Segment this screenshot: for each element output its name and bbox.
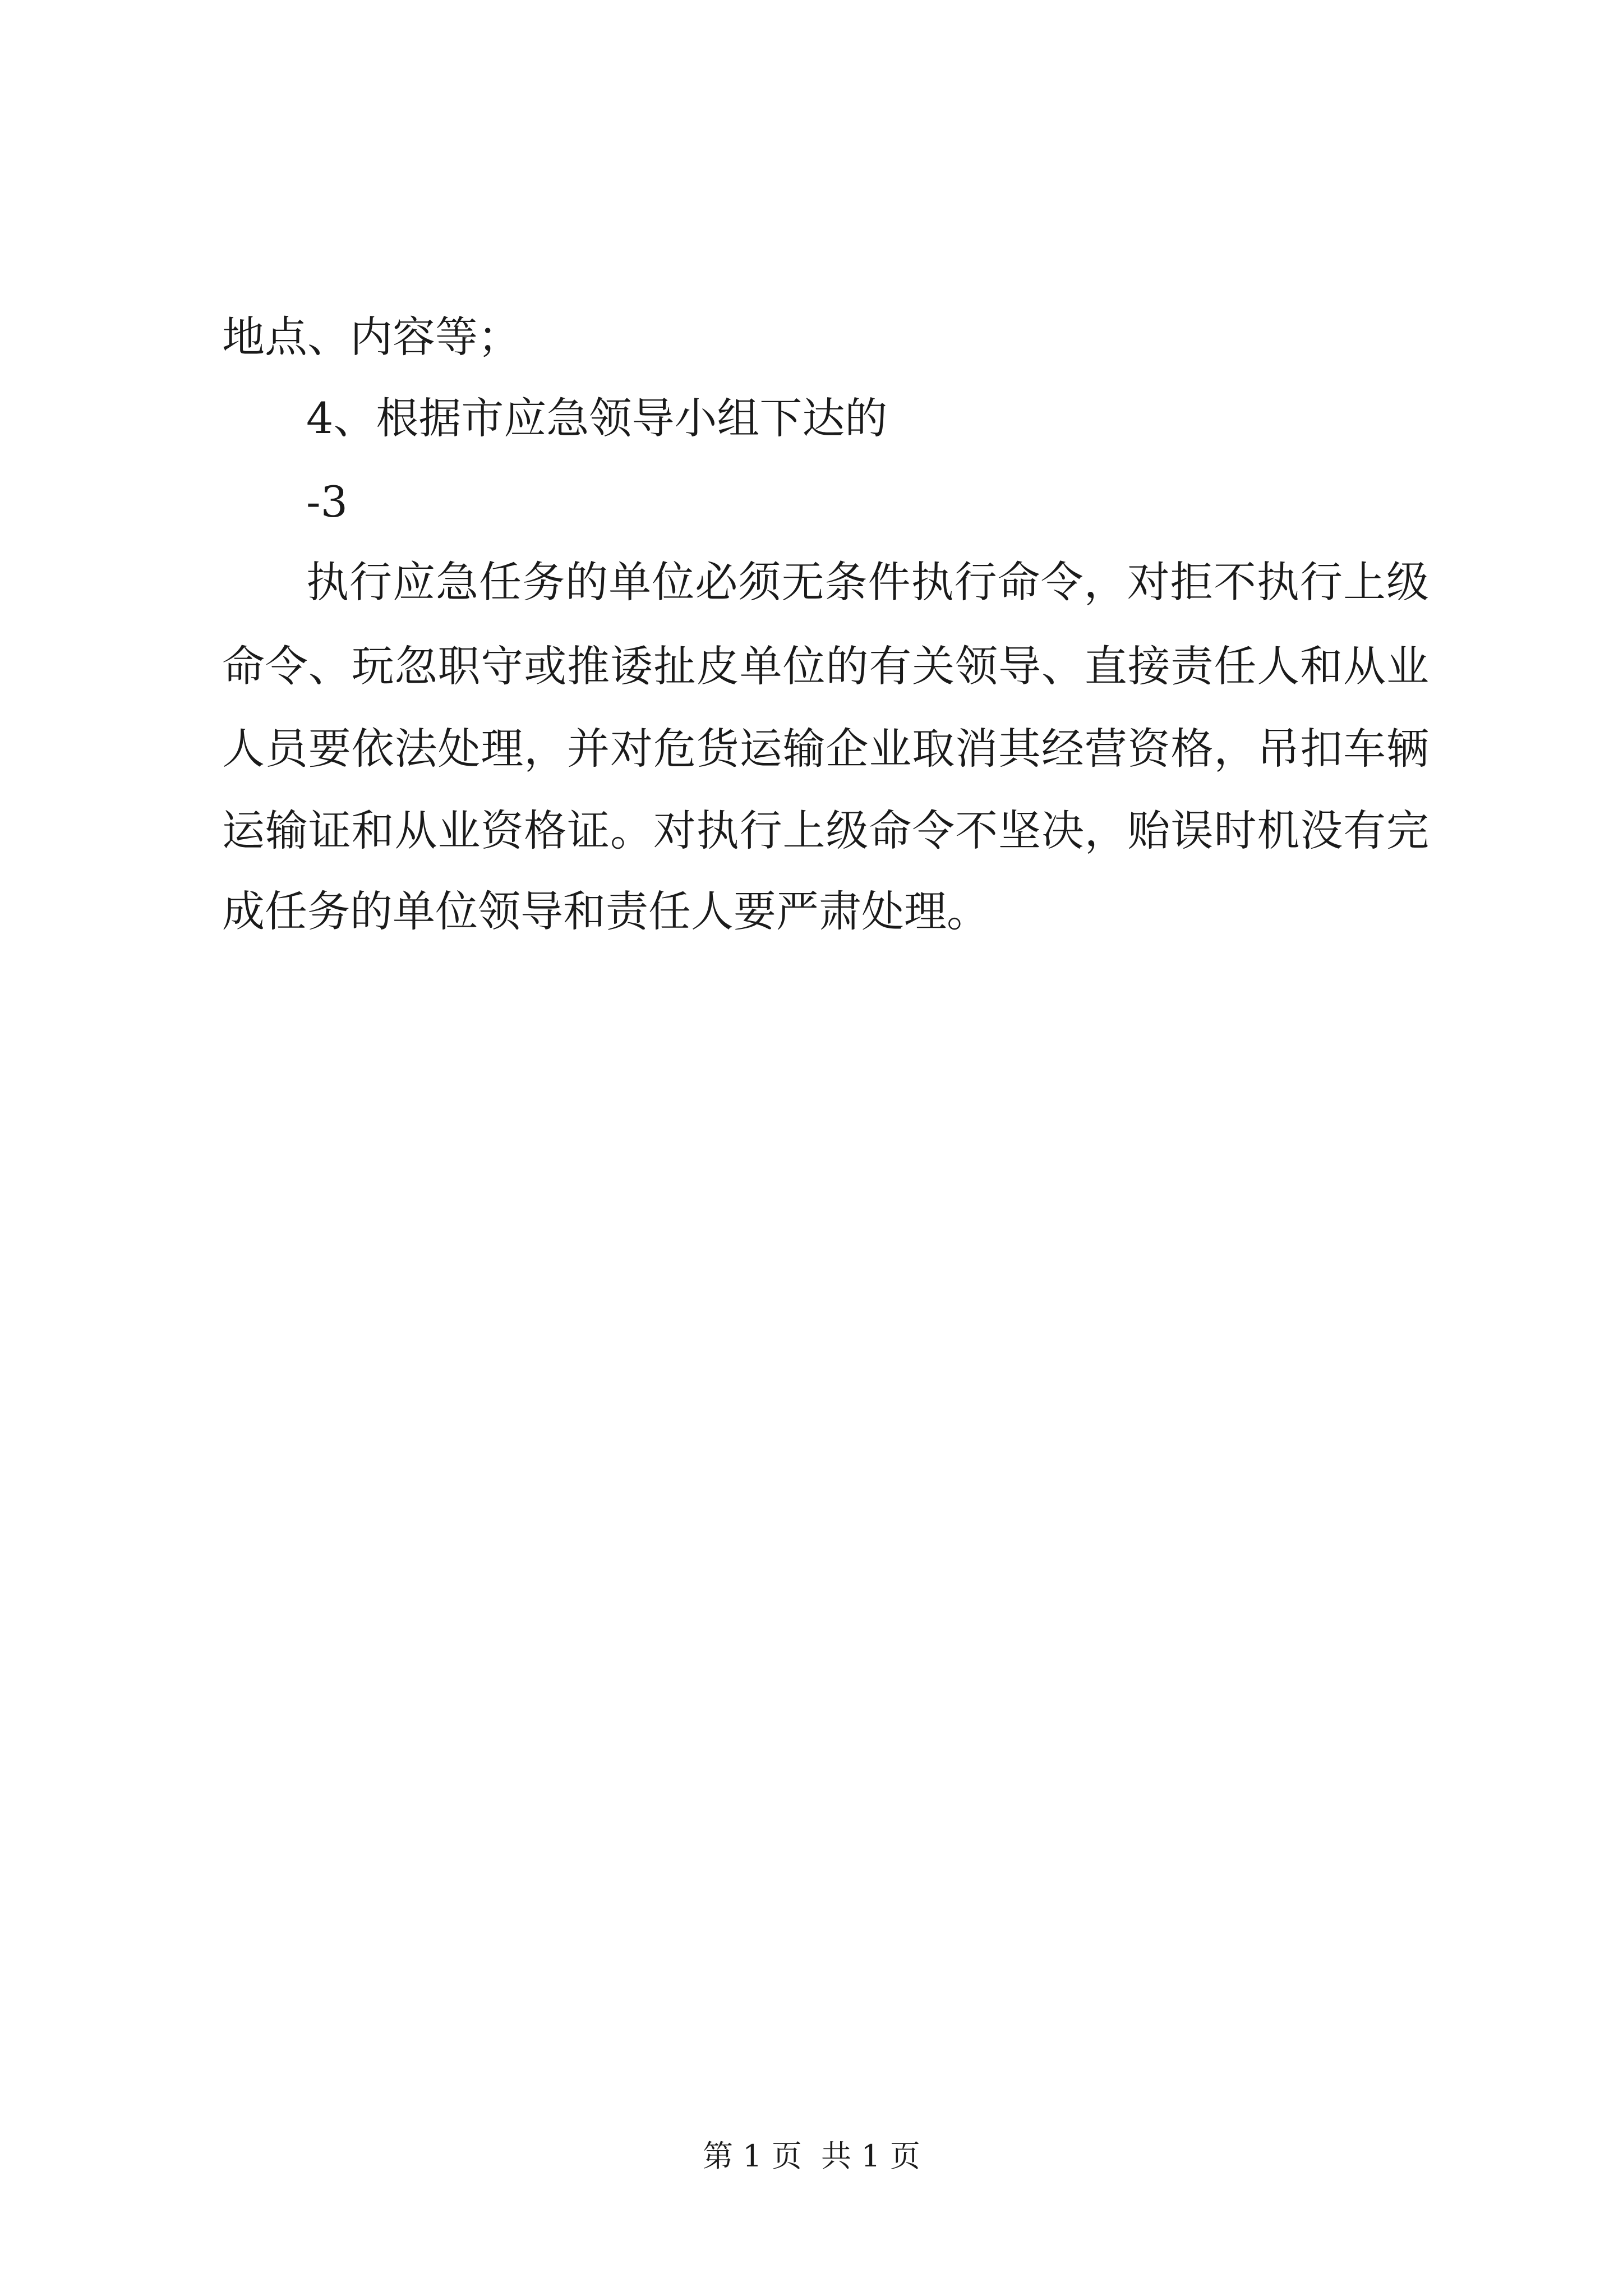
paragraph-line-3: 人员要依法处理，并对危货运输企业取消其经营资格，吊扣车辆 <box>222 724 1429 774</box>
page-number-footer: 第 1 页 共 1 页 <box>703 2138 920 2174</box>
text-line-location-content: 地点、内容等； <box>222 312 520 362</box>
paragraph-line-1: 执行应急任务的单位必须无条件执行命令，对拒不执行上级 <box>306 557 1429 607</box>
paragraph-line-5: 成任务的单位领导和责任人要严肃处理。 <box>222 886 989 936</box>
paragraph-line-4: 运输证和从业资格证。对执行上级命令不坚决，贻误时机没有完 <box>222 806 1429 855</box>
paragraph-line-2: 命令、玩忽职守或推诿扯皮单位的有关领导、直接责任人和从业 <box>222 641 1429 691</box>
text-line-page-ref: -3 <box>306 477 348 527</box>
text-line-item-4: 4、根据市应急领导小组下达的 <box>306 393 888 443</box>
